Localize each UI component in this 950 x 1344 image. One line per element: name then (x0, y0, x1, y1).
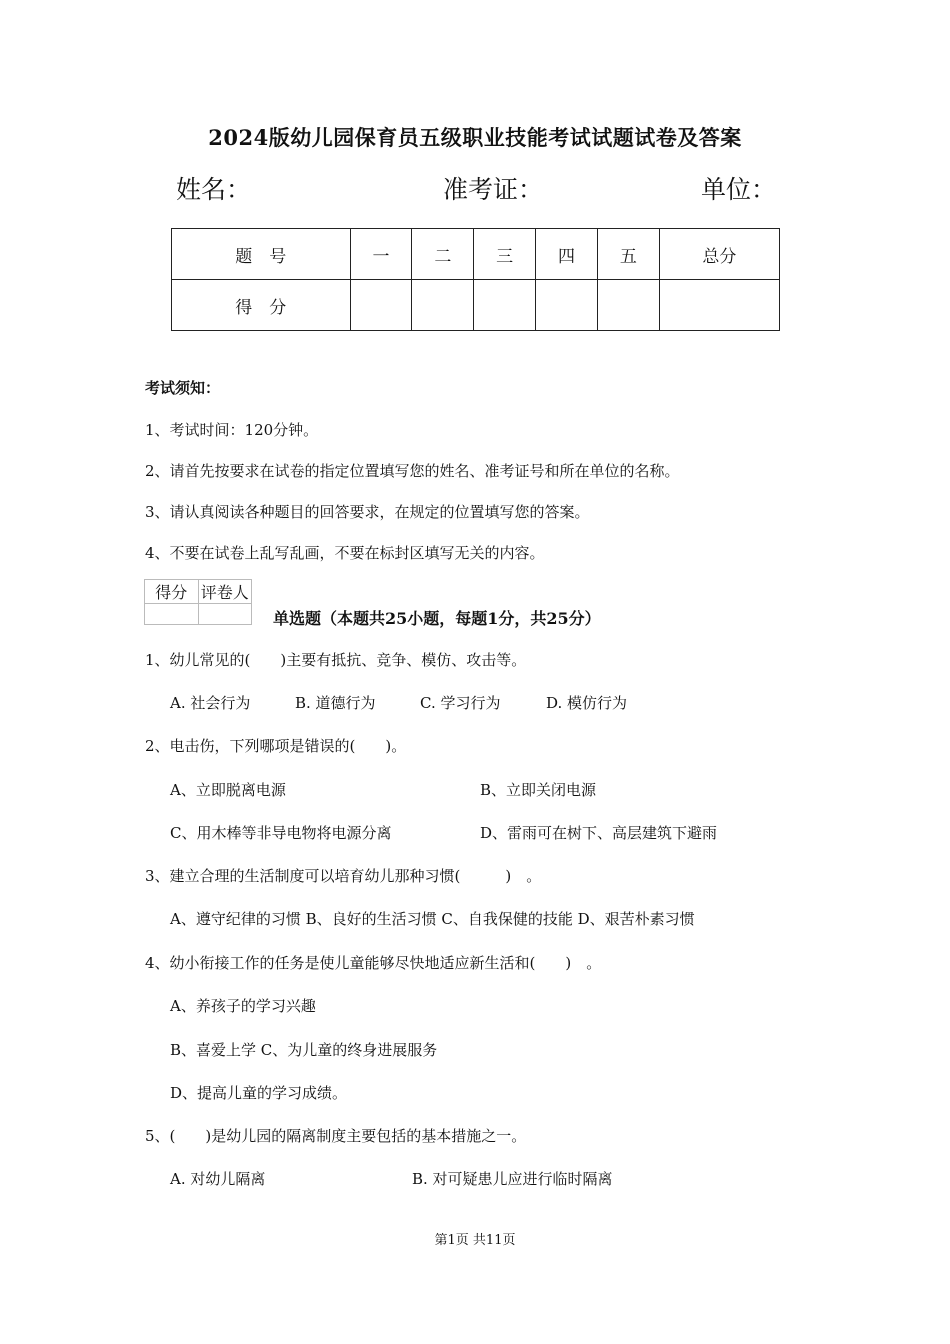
question-option: B. 道德行为 (295, 694, 376, 712)
score-header-cell: 三 (474, 229, 536, 280)
score-input-cell[interactable] (597, 280, 659, 331)
score-table-score-row (172, 280, 780, 331)
question-option: D. 模仿行为 (546, 694, 628, 712)
score-input-cell[interactable] (350, 280, 412, 331)
document-title: 2024版幼儿园保育员五级职业技能考试试题试卷及答案 (208, 125, 742, 150)
score-input-cell[interactable] (474, 280, 536, 331)
notice-heading: 考试须知： (145, 379, 221, 397)
question-option: B、立即关闭电源 (480, 781, 597, 799)
question-option: D、提高儿童的学习成绩。 (170, 1084, 348, 1102)
question-option: A、遵守纪律的习惯 B、良好的生活习惯 C、自我保健的技能 D、艰苦朴素习惯 (170, 910, 695, 928)
grader-name-label: 评卷人 (198, 580, 252, 604)
notice-item: 4、不要在试卷上乱写乱画，不要在标封区填写无关的内容。 (145, 544, 545, 562)
question-option: B. 对可疑患儿应进行临时隔离 (412, 1170, 613, 1188)
score-header-cell: 五 (597, 229, 659, 280)
score-row-label: 得 分 (172, 280, 351, 331)
question-option: A. 社会行为 (170, 694, 251, 712)
score-header-cell: 二 (412, 229, 474, 280)
score-input-cell[interactable] (659, 280, 779, 331)
question-stem: 4、幼小衔接工作的任务是使儿童能够尽快地适应新生活和( ) 。 (145, 954, 602, 972)
candidate-info-line (176, 170, 776, 204)
notice-item: 3、请认真阅读各种题目的回答要求，在规定的位置填写您的答案。 (145, 503, 590, 521)
question-option: C. 学习行为 (420, 694, 501, 712)
page-footer: 第1页 共11页 (434, 1233, 516, 1248)
score-input-cell[interactable] (412, 280, 474, 331)
notice-item: 2、请首先按要求在试卷的指定位置填写您的姓名、准考证号和所在单位的名称。 (145, 462, 680, 480)
question-stem: 5、( )是幼儿园的隔离制度主要包括的基本措施之一。 (145, 1127, 527, 1145)
score-input-cell[interactable] (536, 280, 598, 331)
name-label: 姓名： (176, 175, 252, 204)
question-stem: 1、幼儿常见的( )主要有抵抗、竞争、模仿、攻击等。 (145, 651, 527, 669)
question-stem: 2、电击伤，下列哪项是错误的( )。 (145, 737, 407, 755)
exam-id-label: 准考证： (443, 175, 544, 204)
grader-score-cell[interactable] (145, 604, 199, 625)
score-header-cell: 一 (350, 229, 412, 280)
grader-score-label: 得分 (145, 580, 199, 604)
question-option: C、用木棒等非导电物将电源分离 (170, 824, 392, 842)
question-option: D、雷雨可在树下、高层建筑下避雨 (480, 824, 718, 842)
section-title: 单选题（本题共25小题，每题1分，共25分） (273, 609, 601, 628)
grader-name-cell[interactable] (198, 604, 252, 625)
grader-box (144, 579, 252, 625)
question-option: A. 对幼儿隔离 (170, 1170, 266, 1188)
question-option: A、立即脱离电源 (170, 781, 286, 799)
score-header-cell: 题 号 (172, 229, 351, 280)
score-table (171, 228, 780, 331)
question-option: A、养孩子的学习兴趣 (170, 997, 316, 1015)
question-stem: 3、建立合理的生活制度可以培育幼儿那种习惯( ) 。 (145, 867, 542, 885)
score-table-header-row (172, 229, 780, 280)
score-header-cell: 总分 (659, 229, 779, 280)
score-header-cell: 四 (536, 229, 598, 280)
question-option: B、喜爱上学 C、为儿童的终身进展服务 (170, 1041, 438, 1059)
unit-label: 单位： (700, 175, 776, 204)
notice-item: 1、考试时间：120分钟。 (145, 421, 319, 439)
